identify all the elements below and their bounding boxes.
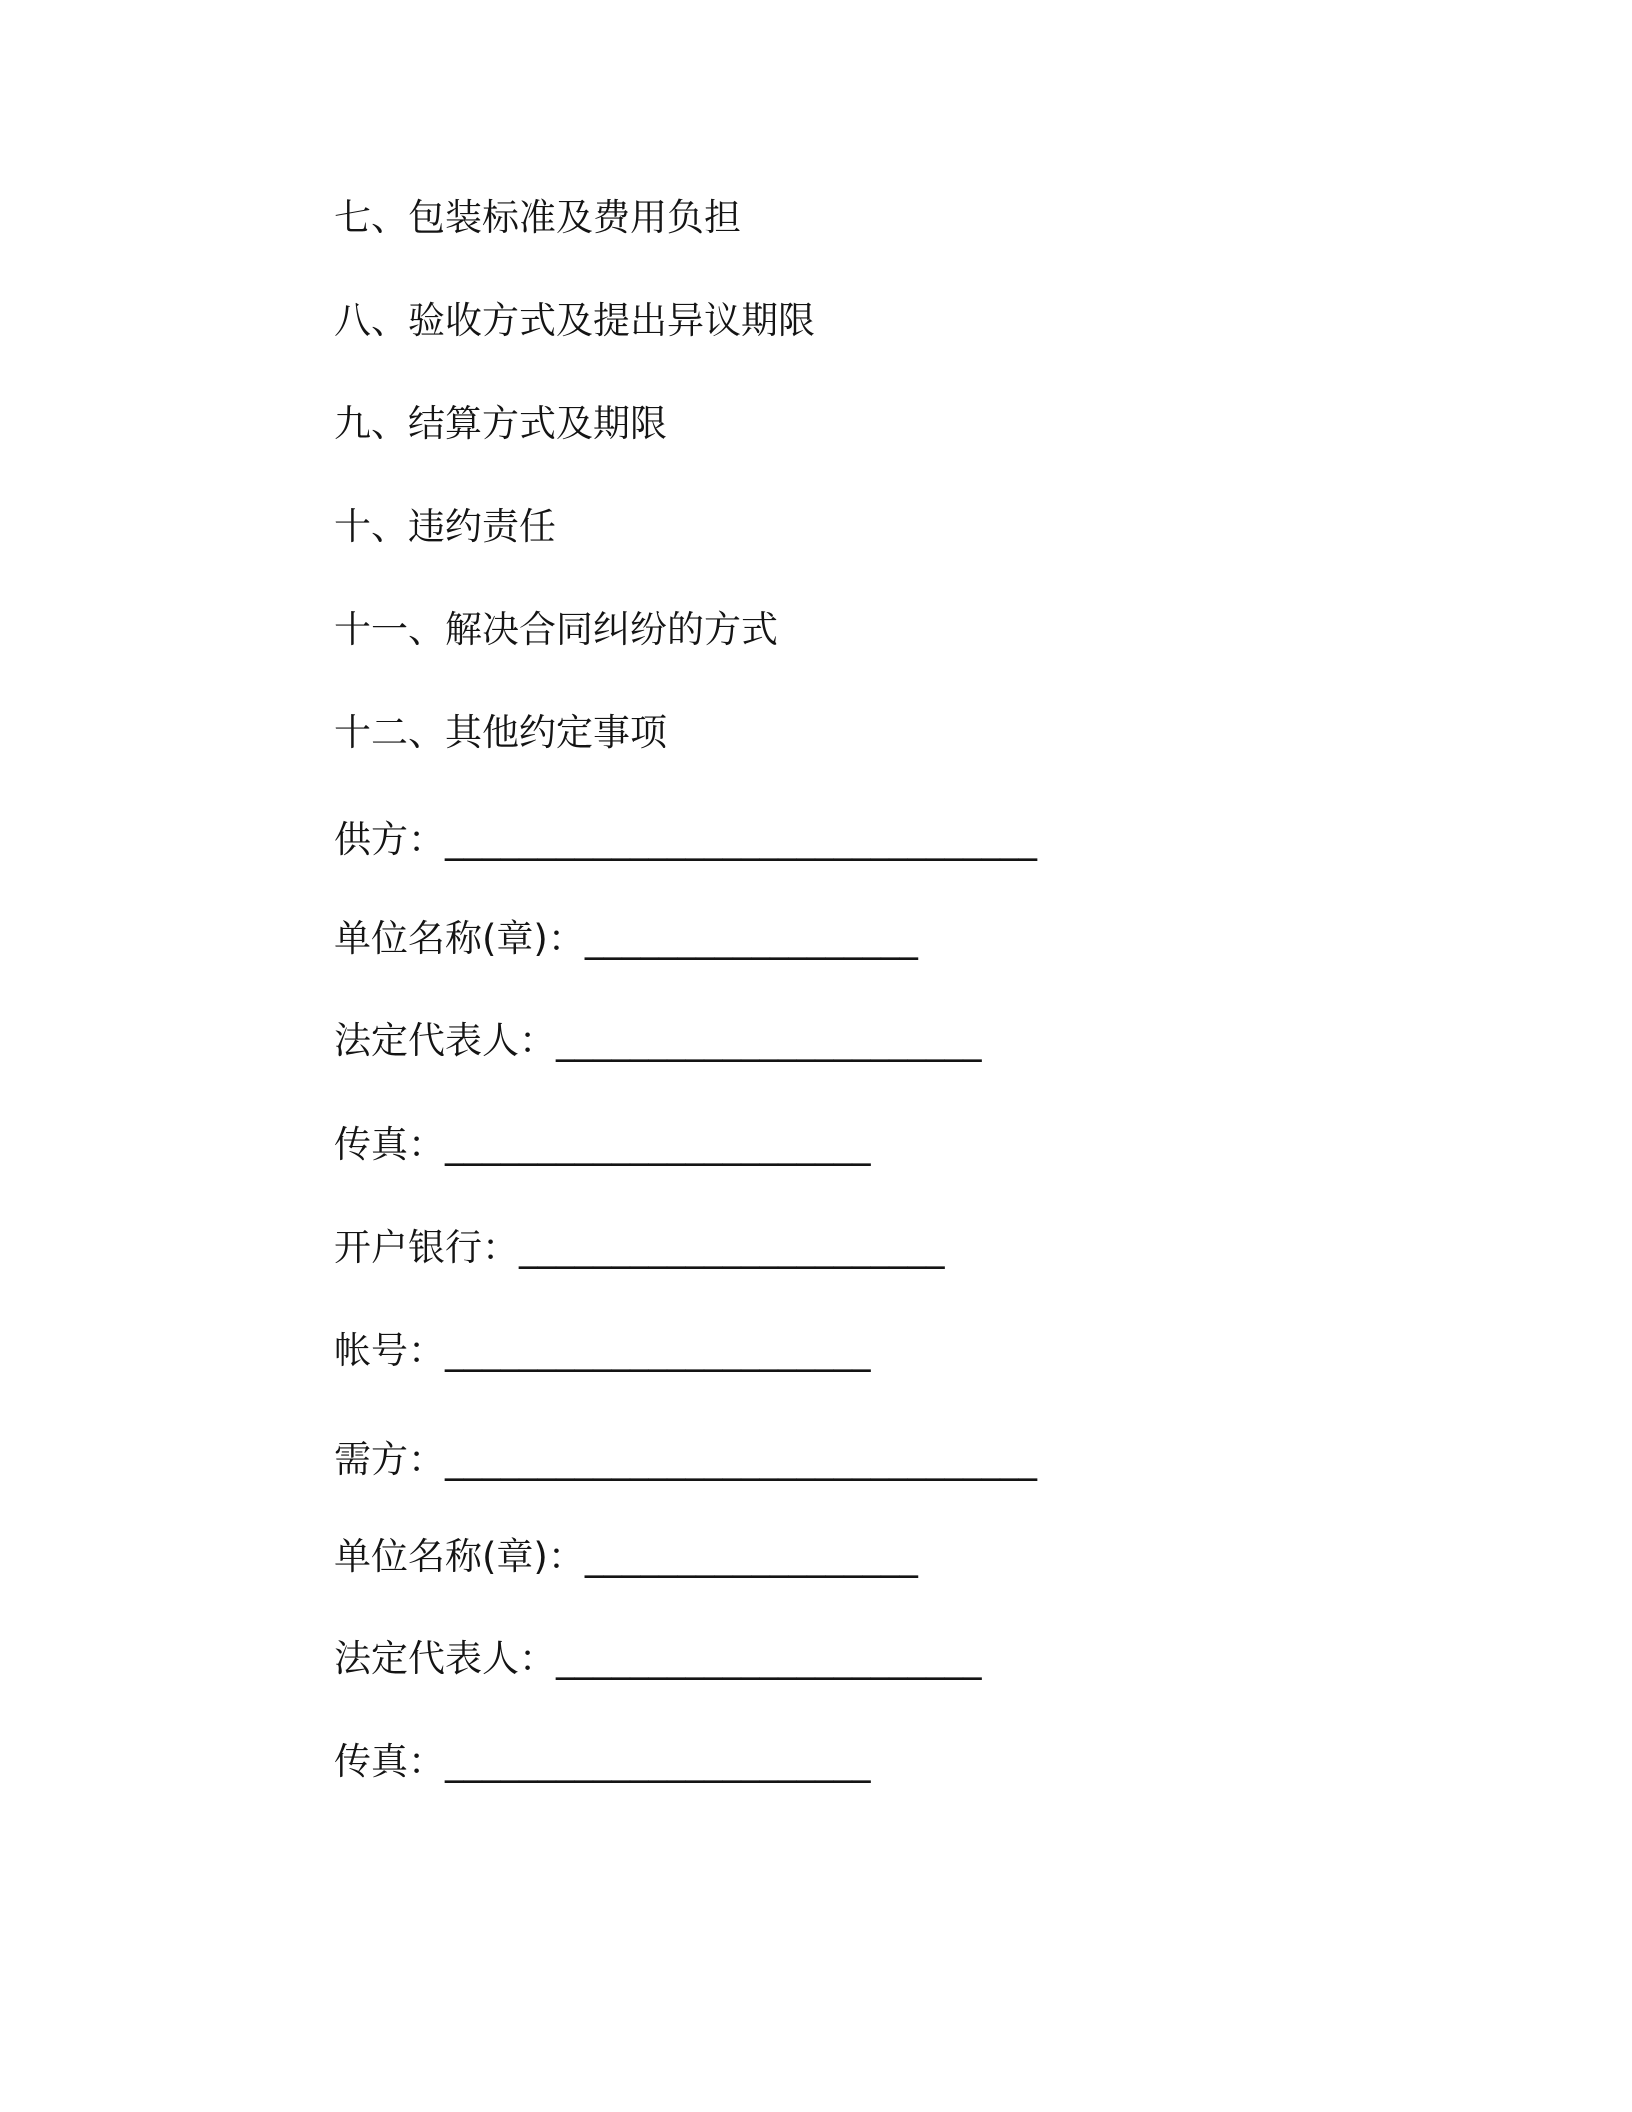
supplier-bank-label: 开户银行： <box>334 1226 519 1269</box>
supplier-fax-line <box>334 1120 871 1170</box>
supplier-representative-blank: _______________________ <box>556 1019 982 1062</box>
supplier-bank-line <box>334 1223 945 1273</box>
clause-12-other: 十二、其他约定事项 <box>334 711 667 754</box>
supplier-unit-label: 单位名称(章)： <box>334 917 585 960</box>
supplier-fax-blank: _______________________ <box>445 1123 871 1166</box>
supplier-bank-blank: _______________________ <box>519 1226 945 1269</box>
buyer-party-label: 需方： <box>334 1438 445 1481</box>
supplier-account-label: 帐号： <box>334 1329 445 1372</box>
buyer-party-line <box>334 1435 1037 1485</box>
buyer-representative-line <box>334 1634 982 1684</box>
buyer-unit-line <box>334 1532 918 1582</box>
supplier-account-blank: _______________________ <box>445 1329 871 1372</box>
buyer-party-blank: ________________________________ <box>445 1438 1037 1481</box>
supplier-account-line <box>334 1326 871 1376</box>
clause-11-disputes: 十一、解决合同纠纷的方式 <box>334 608 778 651</box>
clause-10-liability: 十、违约责任 <box>334 505 556 548</box>
supplier-unit-line <box>334 914 918 964</box>
supplier-party-blank: ________________________________ <box>445 818 1037 861</box>
buyer-fax-blank: _______________________ <box>445 1740 871 1783</box>
buyer-representative-label: 法定代表人： <box>334 1637 556 1680</box>
buyer-unit-blank: __________________ <box>584 1535 918 1578</box>
supplier-representative-label: 法定代表人： <box>334 1019 556 1062</box>
supplier-party-line <box>334 815 1037 865</box>
supplier-unit-blank: __________________ <box>584 917 918 960</box>
buyer-unit-label: 单位名称(章)： <box>334 1535 585 1578</box>
buyer-fax-line <box>334 1737 871 1787</box>
buyer-representative-blank: _______________________ <box>556 1637 982 1680</box>
supplier-party-label: 供方： <box>334 818 445 861</box>
supplier-representative-line <box>334 1016 982 1066</box>
clause-9-settlement: 九、结算方式及期限 <box>334 402 667 445</box>
clause-7-packaging: 七、包装标准及费用负担 <box>334 196 741 239</box>
buyer-fax-label: 传真： <box>334 1740 445 1783</box>
clause-8-inspection: 八、验收方式及提出异议期限 <box>334 299 815 342</box>
supplier-fax-label: 传真： <box>334 1123 445 1166</box>
